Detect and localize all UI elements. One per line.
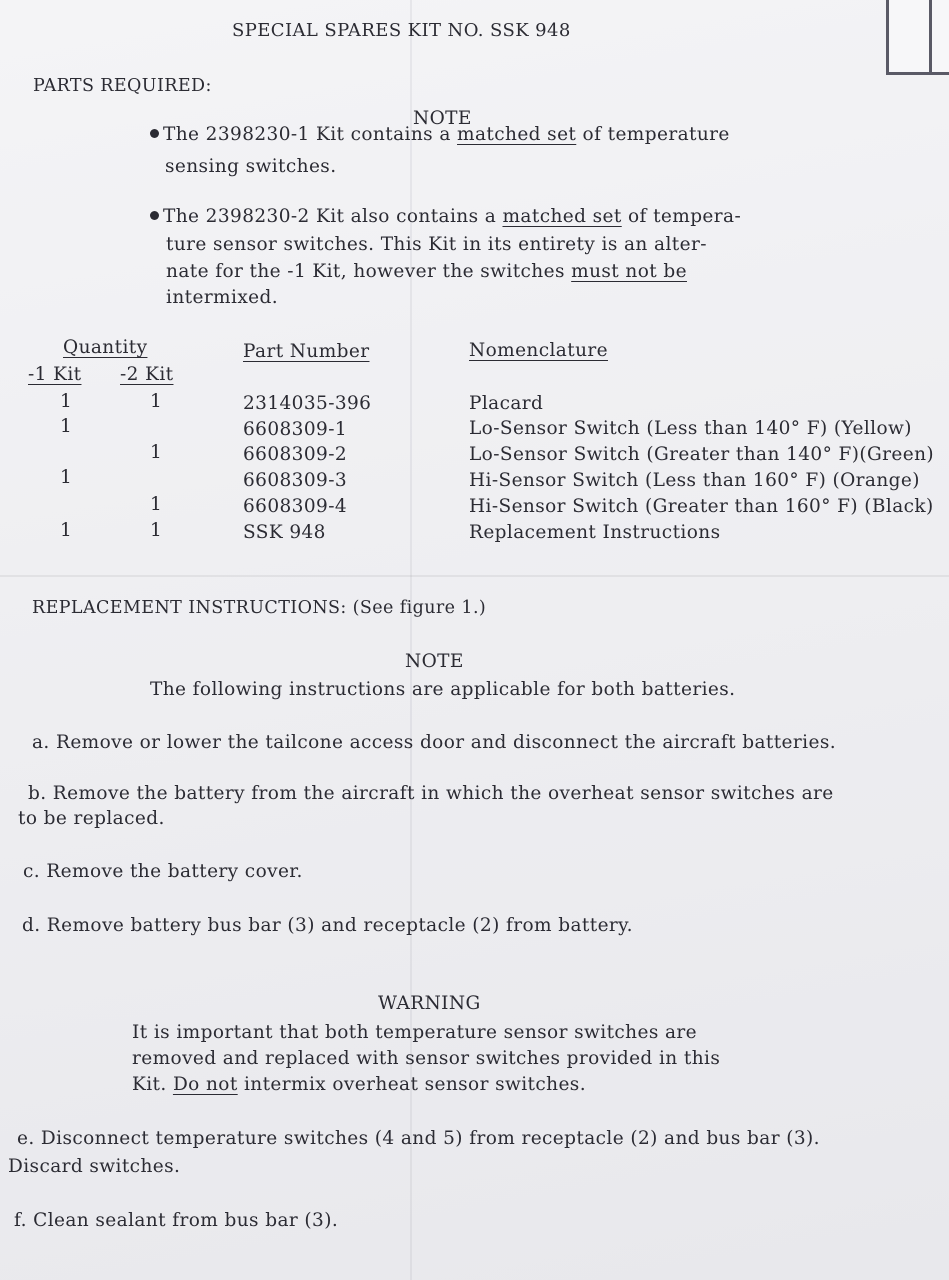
part-number: 2314035-396: [243, 393, 372, 414]
kit-2-quantity: 1: [150, 520, 163, 541]
kit-2-quantity: 1: [150, 442, 163, 463]
step-e-line-2: Discard switches.: [8, 1156, 181, 1177]
nomenclature: Lo-Sensor Switch (Greater than 140° F)(Green): [469, 444, 935, 465]
kit-2-quantity: 1: [150, 494, 163, 515]
step-a: a. Remove or lower the tailcone access door and disconnect the aircraft batteries.: [32, 732, 836, 753]
background-grid: [886, 0, 949, 75]
nomenclature: Placard: [469, 393, 544, 414]
step-e-line-1: e. Disconnect temperature switches (4 and 5) from receptacle (2) and bus bar (3).: [17, 1128, 820, 1149]
bullet-icon: [150, 129, 159, 138]
nomenclature: Replacement Instructions: [469, 522, 721, 543]
note-text: The following instructions are applicable for both batteries.: [150, 679, 736, 700]
step-d: d. Remove battery bus bar (3) and receptacle (2) from battery.: [22, 915, 633, 936]
warning-line-1: It is important that both temperature sensor switches are: [132, 1022, 698, 1043]
note-bullet-2-line-2: ture sensor switches. This Kit in its entirety is an alter-: [166, 234, 707, 255]
note-bullet-2-line-1: The 2398230-2 Kit also contains a matched set of tempera-: [150, 206, 741, 227]
replacement-instructions-heading: REPLACEMENT INSTRUCTIONS: (See figure 1.): [32, 598, 487, 618]
kit-1-header: -1 Kit: [28, 364, 82, 385]
nomenclature: Lo-Sensor Switch (Less than 140° F) (Yellow): [469, 418, 912, 439]
part-number: 6608309-3: [243, 470, 348, 491]
quantity-header: Quantity: [63, 337, 148, 358]
step-f: f. Clean sealant from bus bar (3).: [14, 1210, 339, 1231]
part-number-header: Part Number: [243, 341, 370, 362]
bullet-icon: [150, 211, 159, 220]
step-b-line-1: b. Remove the battery from the aircraft in which the overheat sensor switches are: [28, 783, 834, 804]
kit-2-quantity: 1: [150, 391, 163, 412]
kit-1-quantity: 1: [60, 416, 73, 437]
note-heading: NOTE: [405, 651, 464, 672]
warning-line-3: Kit. Do not intermix overheat sensor switches.: [132, 1074, 586, 1095]
part-number: SSK 948: [243, 522, 326, 543]
warning-heading: WARNING: [378, 993, 481, 1014]
paper-fold: [0, 575, 949, 577]
step-b-line-2: to be replaced.: [18, 808, 165, 829]
step-c: c. Remove the battery cover.: [23, 861, 303, 882]
part-number: 6608309-2: [243, 444, 348, 465]
parts-required-heading: PARTS REQUIRED:: [33, 76, 212, 96]
kit-2-header: -2 Kit: [120, 364, 174, 385]
note-bullet-2-line-3: nate for the -1 Kit, however the switches must not be: [166, 261, 687, 282]
part-number: 6608309-4: [243, 496, 348, 517]
nomenclature: Hi-Sensor Switch (Less than 160° F) (Orange): [469, 470, 920, 491]
warning-line-2: removed and replaced with sensor switches provided in this: [132, 1048, 721, 1069]
kit-1-quantity: 1: [60, 467, 73, 488]
note-bullet-2-line-4: intermixed.: [166, 287, 279, 308]
kit-1-quantity: 1: [60, 520, 73, 541]
part-number: 6608309-1: [243, 419, 348, 440]
kit-1-quantity: 1: [60, 391, 73, 412]
nomenclature-header: Nomenclature: [469, 340, 608, 361]
document-title: SPECIAL SPARES KIT NO. SSK 948: [232, 20, 571, 41]
note-bullet-1-line-2: sensing switches.: [165, 156, 337, 177]
note-bullet-1-line-1: The 2398230-1 Kit contains a matched set of temperature: [150, 124, 730, 145]
note-heading: NOTE: [413, 108, 472, 129]
nomenclature: Hi-Sensor Switch (Greater than 160° F) (Black): [469, 496, 934, 517]
